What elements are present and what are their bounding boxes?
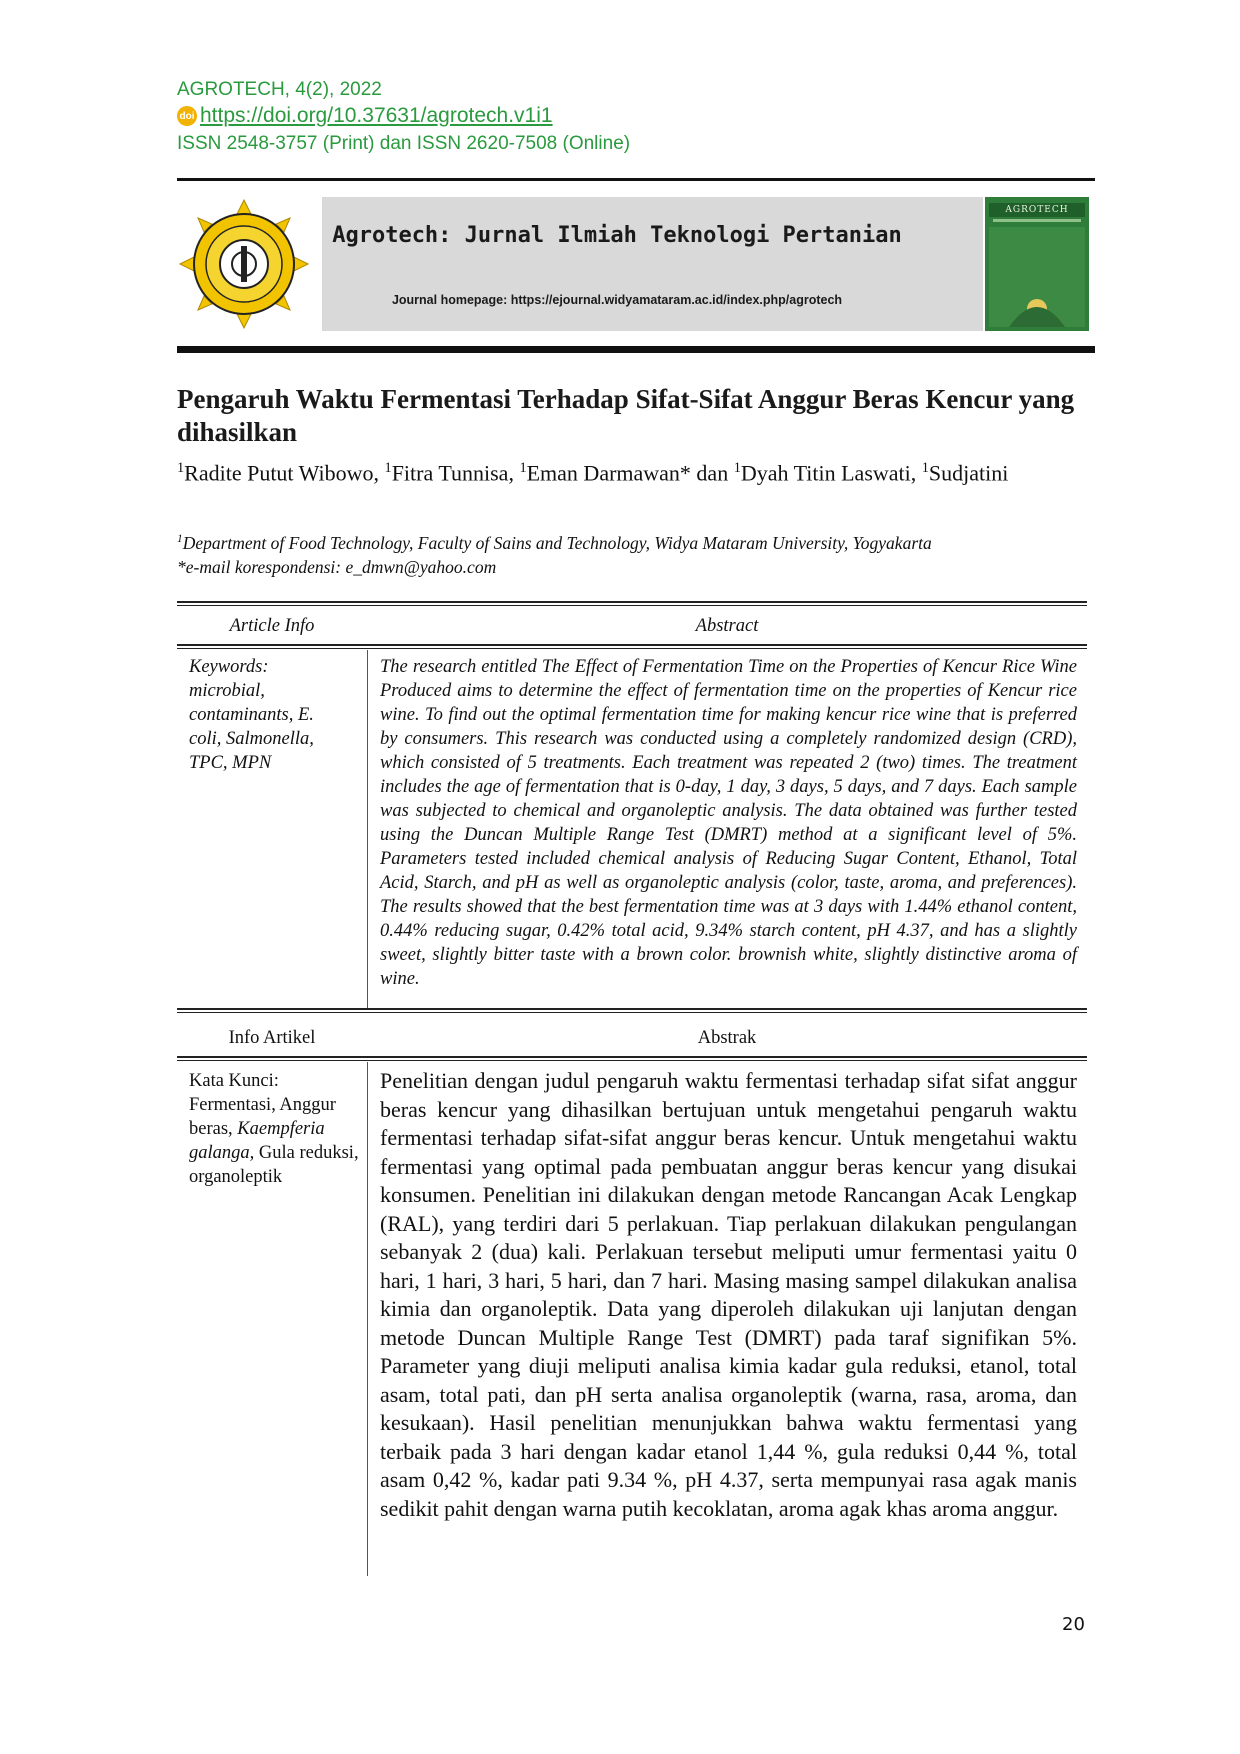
journal-name: Agrotech: Jurnal Ilmiah Teknologi Pertanian [332,223,902,248]
author-affil-sup: 1 [177,460,185,476]
doi-badge-icon: doi [177,106,197,126]
author-name: Radite Putut Wibowo, [184,460,380,486]
author-name: Dyah Titin Laswati, [740,460,922,486]
journal-issue: AGROTECH, 4(2), 2022 [177,79,382,100]
keyword-line: microbial, [189,681,265,701]
table-en-bottom-rule-2 [177,1012,1087,1013]
keywords-label: Kata Kunci: [189,1071,279,1091]
cover-label: AGROTECH [989,203,1085,217]
keyword-line: Keywords: [189,657,269,677]
issn-line: ISSN 2548-3757 (Print) dan ISSN 2620-7508 (Online) [177,133,631,154]
author-list [177,453,1095,488]
header-rule-top [177,178,1095,181]
affiliation [177,527,1097,555]
journal-cover-thumbnail [985,197,1089,331]
cover-illustration [989,227,1085,327]
table-en-header-rule [177,644,1087,646]
table-id-header-rule [177,1056,1087,1058]
table-en-top-rule [177,601,1087,603]
doi-link[interactable]: https://doi.org/10.37631/agrotech.v1i1 [200,104,553,127]
keywords-species: Kaempferia galanga, [189,1119,325,1163]
header-rule-bottom [177,346,1095,353]
journal-homepage[interactable]: Journal homepage: https://ejournal.widyamataram.ac.id/index.php/agrotech [391,293,843,307]
article-info-header: Article Info [229,616,315,636]
author-name: Eman Darmawan* dan [526,460,734,486]
abstract-header: Abstract [695,616,759,636]
abstrak-header: Abstrak [697,1028,757,1048]
keywords-part: Gula reduksi, organoleptik [189,1143,359,1187]
author-name: Sudjatini [928,460,1009,486]
info-artikel-header: Info Artikel [228,1028,316,1048]
table-en-bottom-rule [177,1008,1087,1010]
journal-banner [322,197,983,331]
author-affil-sup: 1 [384,460,392,476]
university-seal-icon [178,198,310,330]
keywords-id [189,1069,359,1189]
keywords-part: Fermentasi, Anggur beras, [189,1095,336,1139]
affiliation-text: Department of Food Technology, Faculty of Sains and Technology, Widya Mataram University, Yogyakarta [182,532,932,553]
correspondence-email: *e-mail korespondensi: e_dmwn@yahoo.com [177,556,497,577]
keyword-line: TPC, MPN [189,753,272,773]
table-en-top-rule-2 [177,605,1087,606]
article-title: Pengaruh Waktu Fermentasi Terhadap Sifat-Sifat Anggur Beras Kencur yang dihasilkan [177,384,1075,447]
author-affil-sup: 1 [921,460,929,476]
page-number: 20 [1062,1614,1085,1635]
author-affil-sup: 1 [519,460,527,476]
table-en-column-divider [367,650,368,1008]
keyword-line: contaminants, E. [189,705,314,725]
keywords-en [189,655,359,775]
author-affil-sup: 1 [733,460,741,476]
table-en-header-rule-2 [177,648,1087,649]
doi-row [177,104,553,128]
table-id-column-divider [367,1062,368,1576]
keyword-line: coli, Salmonella, [189,729,314,749]
affiliation-block [177,527,1097,579]
abstract-indonesian: Penelitian dengan judul pengaruh waktu fermentasi terhadap sifat sifat anggur beras kencur yang dihasilkan bertujuan untuk mengetahui pengaruh waktu fermentasi terhadap sifat-sifat anggur beras kencur. Untuk mengetahui waktu fermentasi yang optimal pada pembuatan anggur beras kencur yang disukai konsumen. Penelitian ini dilakukan dengan metode Rancangan Acak Lengkap (RAL), yang terdiri dari 5 perlakuan. Tiap perlakuan dilakukan pengulangan sebanyak 2 (dua) kali. Perlakuan tersebut meliputi umur fermentasi yaitu 0 hari, 1 hari, 3 hari, 5 hari, dan 7 hari. Masing masing sampel dilakukan analisa kimia dan organoleptik. Data yang diperoleh dilakukan uji lanjutan dengan metode Duncan Multiple Range Test (DMRT) pada taraf signifikan 5%. Parameter yang diuji meliputi analisa kimia kadar gula reduksi, etanol, total asam, total pati, dan pH serta analisa organoleptik (warna, rasa, aroma, dan kesukaan). Hasil penelitian menunjukkan bahwa waktu fermentasi yang terbaik pada 3 hari dengan kadar etanol 1,44 %, gula reduksi 0,44 %, total asam 0,42 %, kadar pati 9.34 %, pH 4.37, serta mempunyai rasa agak manis sedikit pahit dengan warna putih kecoklatan, aroma agak khas aroma anggur. [380,1068,1077,1521]
keywords-list [189,1093,359,1189]
table-id-header-rule-2 [177,1060,1087,1061]
affiliation-sup: 1 [177,533,183,545]
abstract-english: The research entitled The Effect of Fermentation Time on the Properties of Kencur Rice Wine Produced aims to determine the effect of fermentation time on the properties of Kencur rice wine. To find out the optimal fermentation time for making kencur rice wine that is preferred by consumers. This research was conducted using a completely randomized design (CRD), which consisted of 5 treatments. Each treatment was repeated 2 (two) times. The treatment includes the age of fermentation that is 0-day, 1 day, 3 days, 5 days, and 7 days. Each sample was subjected to chemical and organoleptic analysis. The data obtained was further tested using the Duncan Multiple Range Test (DMRT) method at a significant level of 5%. Parameters tested included chemical analysis of Reducing Sugar Content, Ethanol, Total Acid, Starch, and pH as well as organoleptic analysis (color, taste, aroma, and preferences). The results showed that the best fermentation time was at 3 days with 1.44% ethanol content, 0.44% reducing sugar, 0.42% total acid, 9.34% starch content, pH 4.37, and has a slightly sweet, slightly bitter taste with a brown color. brownish white, slightly distinctive aroma of wine. [380,657,1077,989]
cover-subtitle-bar [993,219,1081,222]
author-name: Fitra Tunnisa, [391,460,514,486]
